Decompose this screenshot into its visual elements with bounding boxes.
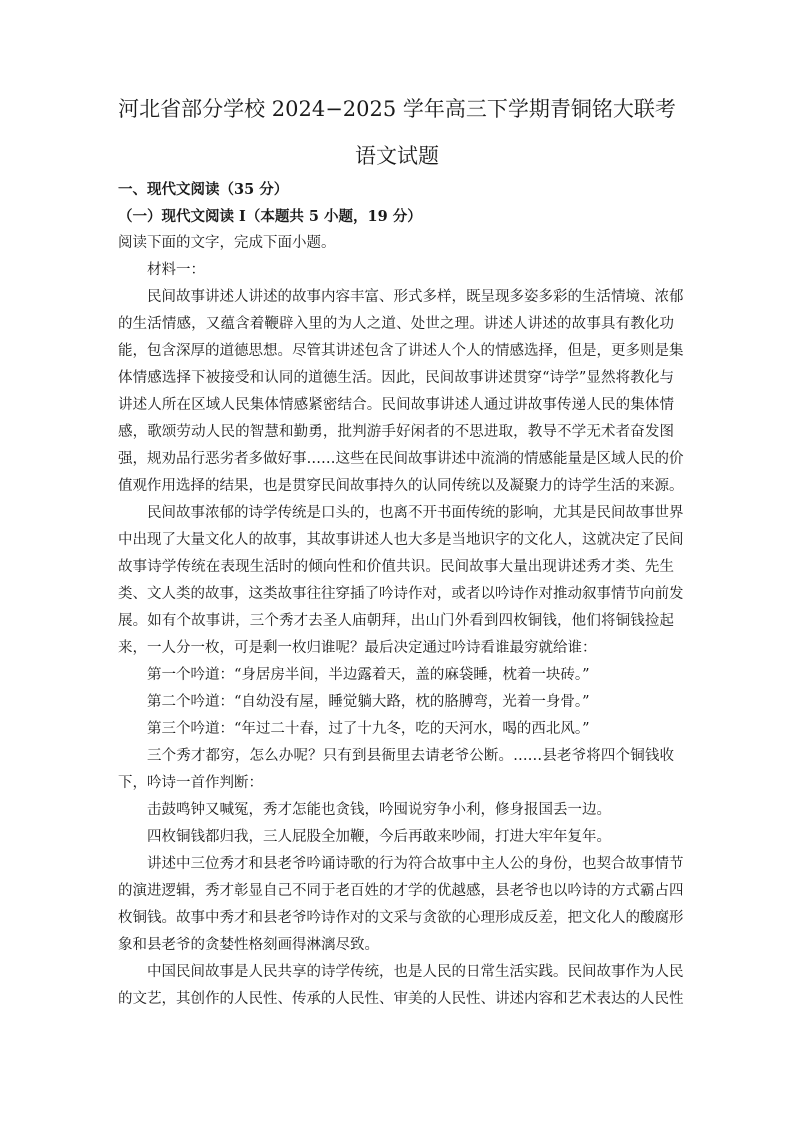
body-line: 强，规劝品行恶劣者多做好事……这些在民间故事讲述中流淌的情感能量是区域人民的价	[118, 451, 684, 467]
poem-line: 第二个吟道：“自幼没有屋，睡觉躺大路，枕的胳膊弯，光着一身骨。”	[147, 694, 590, 710]
section-heading: 一、现代文阅读（35 分）	[118, 181, 289, 198]
body-line: 讲述人所在区域人民集体情感紧密结合。民间故事讲述人通过讲故事传递人民的集体情	[118, 397, 674, 413]
body-line: 三个秀才都穷，怎么办呢？只有到县衙里去请老爷公断。……县老爷将四个铜钱收	[147, 748, 674, 764]
body-line: 下，吟诗一首作判断：	[118, 775, 263, 791]
body-line: 来，一人分一枚，可是剩一枚归谁呢？最后决定通过吟诗看谁最穷就给谁：	[118, 640, 597, 656]
body-line: 民间故事浓郁的诗学传统是口头的，也离不开书面传统的影响，尤其是民间故事世界	[147, 505, 684, 521]
body-line: 体情感选择下被接受和认同的道德生活。因此，民间故事讲述贯穿“诗学”显然将教化与	[118, 370, 674, 386]
material-label: 材料一：	[147, 262, 205, 278]
body-line: 中国民间故事是人民共享的诗学传统，也是人民的日常生活实践。民间故事作为人民	[147, 964, 684, 980]
poem-line: 击鼓鸣钟又喊冤，秀才怎能也贪钱，吟囤说穷争小利，修身报国丢一边。	[147, 802, 611, 818]
body-line: 能，包含深厚的道德思想。尽管其讲述包含了讲述人个人的情感选择，但是，更多则是集	[118, 343, 684, 359]
body-line: 的文艺，其创作的人民性、传承的人民性、审美的人民性、讲述内容和艺术表达的人民性	[118, 991, 684, 1007]
instruction-text: 阅读下面的文字，完成下面小题。	[118, 235, 336, 251]
body-line: 的生活情感，又蕴含着鞭辟入里的为人之道、处世之理。讲述人讲述的故事具有教化功	[118, 316, 674, 332]
poem-line: 第一个吟道：“身居房半间，半边露着天，盖的麻袋睡，枕着一块砖。”	[147, 667, 590, 683]
body-line: 类、文人类的故事，这类故事往往穿插了吟诗作对，或者以吟诗作对推动叙事情节向前发	[118, 586, 684, 602]
document-title: 河北省部分学校 2024−2025 学年高三下学期青铜铭大联考	[118, 97, 676, 121]
document-subtitle: 语文试题	[355, 144, 439, 168]
poem-line: 第三个吟道：“年过二十春，过了十九冬，吃的天河水，喝的西北风。”	[147, 721, 590, 737]
body-line: 感，歌颂劳动人民的智慧和勤勇，批判游手好闲者的不思进取，教导不学无术者奋发图	[118, 424, 674, 440]
poem-line: 四枚铜钱都归我，三人屁股全加鞭，今后再敢来吵闹，打进大牢年复年。	[147, 829, 611, 845]
body-line: 的演进逻辑，秀才彰显自己不同于老百姓的才学的优越感，县老爷也以吟诗的方式霸占四	[118, 883, 684, 899]
body-line: 中出现了大量文化人的故事，其故事讲述人也大多是当地识字的文化人，这就决定了民间	[118, 532, 684, 548]
body-line: 故事诗学传统在表现生活时的倾向性和价值共识。民间故事大量出现讲述秀才类、先生	[118, 559, 674, 575]
body-line: 民间故事讲述人讲述的故事内容丰富、形式多样，既呈现多姿多彩的生活情境、浓郁	[147, 289, 684, 305]
body-line: 枚铜钱。故事中秀才和县老爷吟诗作对的文采与贪欲的心理形成反差，把文化人的酸腐形	[118, 910, 684, 926]
body-line: 值观作用选择的结果，也是贯穿民间故事持久的认同传统以及凝聚力的诗学生活的来源。	[118, 478, 684, 494]
subsection-heading: （一）现代文阅读 I（本题共 5 小题，19 分）	[118, 208, 422, 225]
body-line: 讲述中三位秀才和县老爷吟诵诗歌的行为符合故事中主人公的身份，也契合故事情节	[147, 856, 684, 872]
body-line: 展。如有个故事讲，三个秀才去圣人庙朝拜，出山门外看到四枚铜钱，他们将铜钱捡起	[118, 613, 674, 629]
document-body	[118, 176, 684, 1013]
body-line: 象和县老爷的贪婪性格刻画得淋漓尽致。	[118, 937, 379, 953]
